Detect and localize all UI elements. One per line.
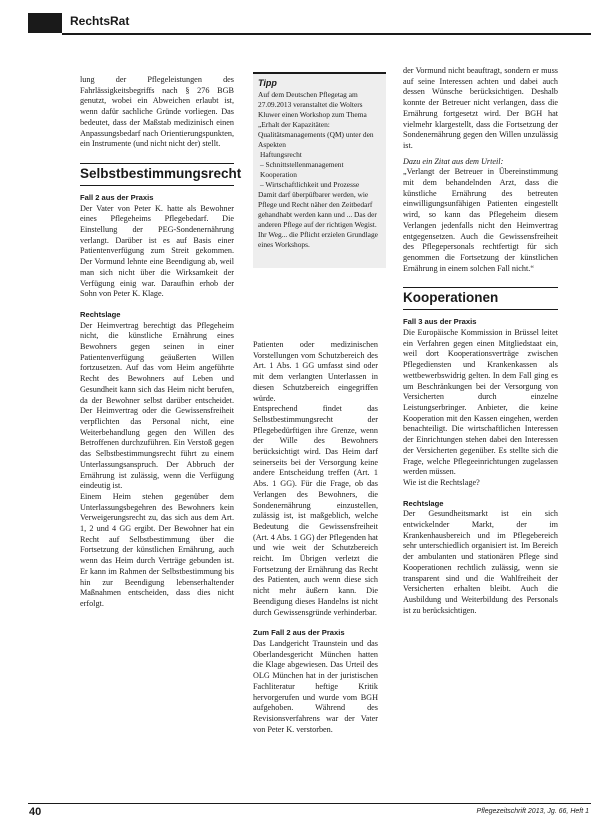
column-middle bbox=[253, 340, 378, 735]
paragraph-intro: lung der Pflegeleistungen des Fahrlässigkeitsbegriffs nach § 276 BGB genutzt, wobei ein Abweichen erlaubt ist, wenn dafür sachliche Gründe vorliegen. Das bedeutet, dass der Maßstab medizinisch einen Anpassungsbedarf nach Orientierungspunkten, ein Instrumente (und nicht nicht der) stellt. bbox=[80, 75, 234, 149]
section-rule bbox=[80, 163, 234, 164]
section-title-selbstbestimmung: Selbstbestimmungsrecht bbox=[80, 165, 242, 181]
paragraph-urteil: Das Landgericht Traunstein und das Oberlandesgericht München hatten die Klage abgewiesen. Das Urteil des OLG München hat in der juristischen Fachliteratur heftige Kritik hervorgerufen und wurde vom BGH aufgehoben. Während des Revisionsverfahrens war der Vater von Peter K. verstorben. bbox=[253, 638, 378, 734]
paragraph-rechtslage: Der Heimvertrag berechtigt das Pflegeheim nicht, die künstliche Ernährung eines Bewohners gegen seinen in einer Patientenverfügung geäußerten Willen fortzusetzen. Auf das vom Heim angeführte Recht des Bewohners auf Leben und Gesundheit kann sich das Heim nicht berufen, da der Bewohner selbst darüber entscheidet. Der Heimvertrag oder die Gewissensfreiheit verpflichten das Personal nicht, eine Weiterbehandlung gegen den Willen des Betroffenen durchzuführen. Ein Verstoß gegen das Selbstbestimmungsrecht führt zu einem Unterlassungsanspruch. Der Abbruch der Ernährung ist zulässig, wenn die Verfügung eindeutig ist. bbox=[80, 320, 234, 491]
section-title-kooperationen: Kooperationen bbox=[403, 290, 499, 306]
section-rule bbox=[403, 309, 558, 310]
rubric-marker bbox=[28, 13, 62, 33]
tipp-box bbox=[253, 72, 386, 268]
tipp-outro: Damit darf überpüfbarer werden, wie Pflege und Recht näher den Zeitbedarf gehandhabt werden kann und ... Das der anderen Pflege auf der richtigen Wegist. Ihr Weg... die Pflicht erzielen Grundlage eines Workshops. bbox=[258, 190, 378, 249]
page-number: 40 bbox=[29, 806, 42, 818]
column-right bbox=[403, 66, 558, 616]
tipp-item: Haftungsrecht bbox=[260, 150, 302, 159]
subheading-fall-3: Fall 3 aus der Praxis bbox=[403, 317, 477, 327]
tipp-title: Tipp bbox=[258, 78, 277, 88]
rubric-title: RechtsRat bbox=[70, 14, 130, 28]
paragraph-selbstbestimmung: Entsprechend findet das Selbstbestimmungsrecht der Pflegebedürftigen ihre Grenze, wenn der Wille des Bewohners berücksichtigt wird. Das Heim darf seinerseits bei der Versorgung keine andere Entscheidung treffen (Art. 1 Abs. 1 GG). Für die Frage, ob das Verlangen des Bewohners, die Sondenernährung einzustellen, zulässig ist, ist maßgeblich, welche Bedeutung die Gewissensfreiheit (Art. 4 Abs. 1 GG) der Pflegenden hat und wie weit der Schutzbereich reicht. Im Übrigen verletzt die Fortsetzung der Ernährung das Recht des Patienten, auch wenn diese sich nicht mehr äußern kann. Die Beendigung dieses Handelns ist nicht durch Gewissensgründe verhinderbar. bbox=[253, 404, 378, 617]
quote-text: „Verlangt der Betreuer in Übereinstimmung mit dem behandelnden Arzt, dass die künstliche Ernährung des betreuten einwilligungsunfähigen Patienten eingestellt wird, so kann das Pflegeheim diesem Verlangen jedenfalls nicht den Heimvertrag entgegensetzen. Auch die Gewissensfreiheit des Pflegepersonals rechtfertigt für sich genommen die Fortsetzung der künstlichen Ernährung in einem solchen Fall nicht.“ bbox=[403, 167, 558, 273]
tipp-item: Kooperation bbox=[260, 170, 297, 179]
subheading-fall-2: Fall 2 aus der Praxis bbox=[80, 192, 154, 202]
paragraph-schutzbereich: Patienten oder medizinischen Vorstellungen vom Schutzbereich des Art. 1 Abs. 1 GG umfasst sind oder mit dem verlangten Unterlassen in diesen Schutzbereich eingegriffen würde. bbox=[253, 340, 378, 403]
paragraph-betreuer: der Vormund nicht beauftragt, sondern er muss auf seine Interessen achten und dabei auch dessen Wünsche berücksichtigen. Deshalb konnte der Betreuer nicht verlangen, dass die Ernährung fortgesetzt wird. Der BGH hat vielmehr klargestellt, dass die Fortsetzung der Sondenernährung gegen den Willen unzulässig ist. bbox=[403, 66, 558, 150]
section-rule bbox=[80, 185, 234, 186]
column-left bbox=[80, 75, 242, 610]
header-rule bbox=[62, 33, 591, 35]
tipp-item: – Schnittstellenmanagement bbox=[260, 160, 344, 169]
subheading-zum-fall-2: Zum Fall 2 aus der Praxis bbox=[253, 628, 345, 638]
paragraph-heim: Einem Heim stehen gegenüber dem Unterlassungsbegehren des Bewohners kein Verweigerungsrecht zu, das sich aus dem Art. 1, 2 und 4 GG ergibt. Der Bewohner hat ein Recht auf Selbstbestimmung über die Fortsetzung der künstlichen Ernährung, auch wenn das Heim durch Verträge gebunden ist. Er kann im Rahmen der Selbstbestimmung bis hin zur Beendigung lebenserhaltender Maßnahmen entscheiden, dass dies nicht erfolgt. bbox=[80, 491, 234, 608]
paragraph-fall-3: Die Europäische Kommission in Brüssel leitet ein Verfahren gegen einen Mitgliedstaat ein, weil dort Kooperationsverträge zwischen Pflegediensten und Krankenkassen als wettbewerbswidrig gelten. In dem Fall ging es um Beschränkungen bei der Versorgung von Versicherten durch einzelne Leistungserbringer. Anbieter, die keine Kooperation mit den Kassen eingehen, werden benachteiligt. Die wirtschaftlichen Interessen der Einrichtungen stehen dabei den Interessen der Versicherten gegenüber. Es stellte sich die Frage, welche Pflegeeinrichtungen zugelassen werden müssen. bbox=[403, 328, 558, 477]
tipp-item: – Wirtschaftlichkeit und Prozesse bbox=[260, 180, 360, 189]
section-rule bbox=[403, 287, 558, 288]
tipp-intro: Auf dem Deutschen Pflegetag am 27.09.2013 veranstaltet die Wolters Kluwer einen Workshop zum Thema „Erhalt der Kapazitäten: Qualitätsmanagements (QM) unter den Aspekten bbox=[258, 90, 374, 149]
footer-rule bbox=[28, 803, 591, 804]
journal-reference: Pflegezeitschrift 2013, Jg. 66, Heft 1 bbox=[476, 808, 589, 815]
subheading-rechtslage-3: Rechtslage bbox=[403, 498, 444, 508]
paragraph-question: Wie ist die Rechtslage? bbox=[403, 477, 480, 487]
subheading-rechtslage: Rechtslage bbox=[80, 309, 121, 319]
paragraph-fall-2: Der Vater von Peter K. hatte als Bewohner eines Pflegeheims Pflegebedarf. Die Einstellung der PEG-Sondenernährung verlangt. Darüber ist es auf Basis einer Patientenverfügung zum Streit gekommen. Der Vormund lehnte eine Beendigung ab, weil man sich nicht über die Wirksamkeit der Verfügung einig war. Daraufhin erhob der Sohn von Peter K. Klage. bbox=[80, 203, 234, 299]
paragraph-gesundheitsmarkt: Der Gesundheitsmarkt ist ein sich entwickelnder Markt, der im Krankenhausbereich und im Pflegebereich sehr unterschiedlich organisiert ist. Im Bereich der ambulanten und stationären Pflege sind Kooperationen rechtlich zulässig, wenn sie transparent sind und die Wahlfreiheit der Versicherten erhalten bleibt. Auch die Ausbildung und Weiterbildung des Personals ist zu berücksichtigen. bbox=[403, 509, 558, 615]
quote-label: Dazu ein Zitat aus dem Urteil: bbox=[403, 156, 504, 166]
